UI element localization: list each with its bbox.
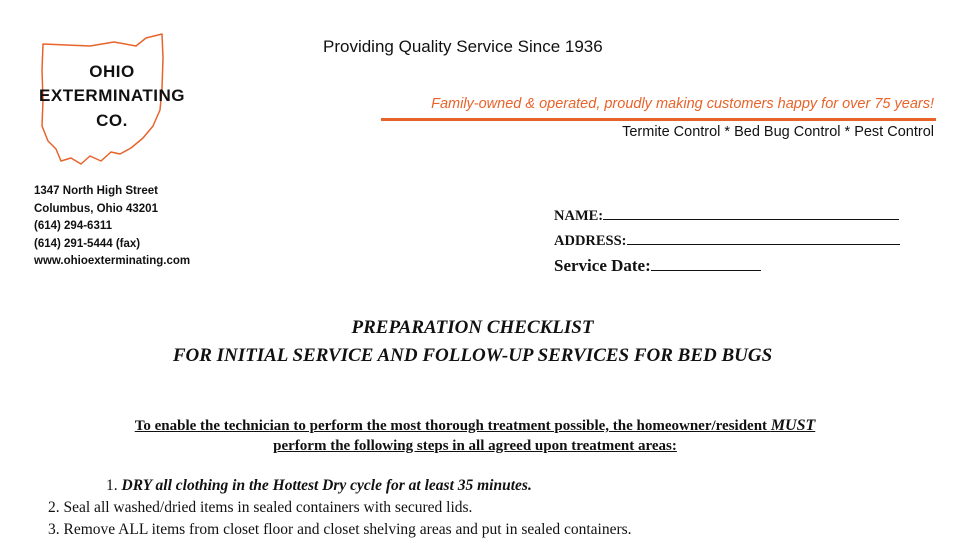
service-date-field[interactable] xyxy=(554,256,761,276)
company-tagline: Providing Quality Service Since 1936 xyxy=(323,37,603,56)
family-owned-line: Family-owned & operated, proudly making customers happy for over 75 years! xyxy=(431,96,934,112)
checklist-title: PREPARATION CHECKLIST xyxy=(351,317,594,338)
step-number: 2. xyxy=(48,499,60,516)
checklist-subtitle: FOR INITIAL SERVICE AND FOLLOW-UP SERVICES FOR BED BUGS xyxy=(172,345,773,366)
street-address: 1347 North High Street xyxy=(34,185,158,197)
logo-text-co: CO. xyxy=(96,111,128,130)
address-label: ADDRESS: xyxy=(554,233,627,249)
city-state-zip: Columbus, Ohio 43201 xyxy=(34,202,158,215)
intro-must-emphasis: MUST xyxy=(770,417,816,434)
name-field[interactable] xyxy=(554,208,899,225)
service-date-blank-line[interactable] xyxy=(651,270,761,271)
logo-text-exterminating: EXTERMINATING xyxy=(39,86,185,105)
services-list: Termite Control * Bed Bug Control * Pest Control xyxy=(622,124,934,140)
logo-text-ohio: OHIO xyxy=(89,62,135,81)
checklist-step-3 xyxy=(48,521,632,539)
company-logo xyxy=(12,30,202,170)
step-text: DRY all clothing in the Hottest Dry cycle for at least 35 minutes. xyxy=(121,477,532,494)
step-number: 3. xyxy=(48,521,60,538)
phone-number: (614) 294-6311 xyxy=(34,220,113,232)
step-text: Remove ALL items from closet floor and closet shelving areas and put in sealed containers. xyxy=(63,521,632,538)
checklist-step-1 xyxy=(106,477,532,495)
step-text: Seal all washed/dried items in sealed containers with secured lids. xyxy=(63,499,473,516)
contact-info xyxy=(34,183,190,271)
checklist-step-2 xyxy=(48,499,472,517)
name-blank-line[interactable] xyxy=(603,219,899,220)
address-field[interactable] xyxy=(554,233,900,250)
address-blank-line[interactable] xyxy=(627,244,900,245)
step-number: 1. xyxy=(106,477,118,494)
intro-text-part1: To enable the technician to perform the most thorough treatment possible, the homeowner/resident xyxy=(134,418,771,434)
name-label: NAME: xyxy=(554,208,604,224)
header-divider xyxy=(381,118,936,121)
fax-number: (614) 291-5444 (fax) xyxy=(34,237,141,250)
intro-text-part2: perform the following steps in all agreed upon treatment areas: xyxy=(273,438,677,454)
intro-instructions xyxy=(60,416,890,456)
service-date-label: Service Date: xyxy=(554,256,651,275)
website-link: www.ohioexterminating.com xyxy=(34,255,191,267)
